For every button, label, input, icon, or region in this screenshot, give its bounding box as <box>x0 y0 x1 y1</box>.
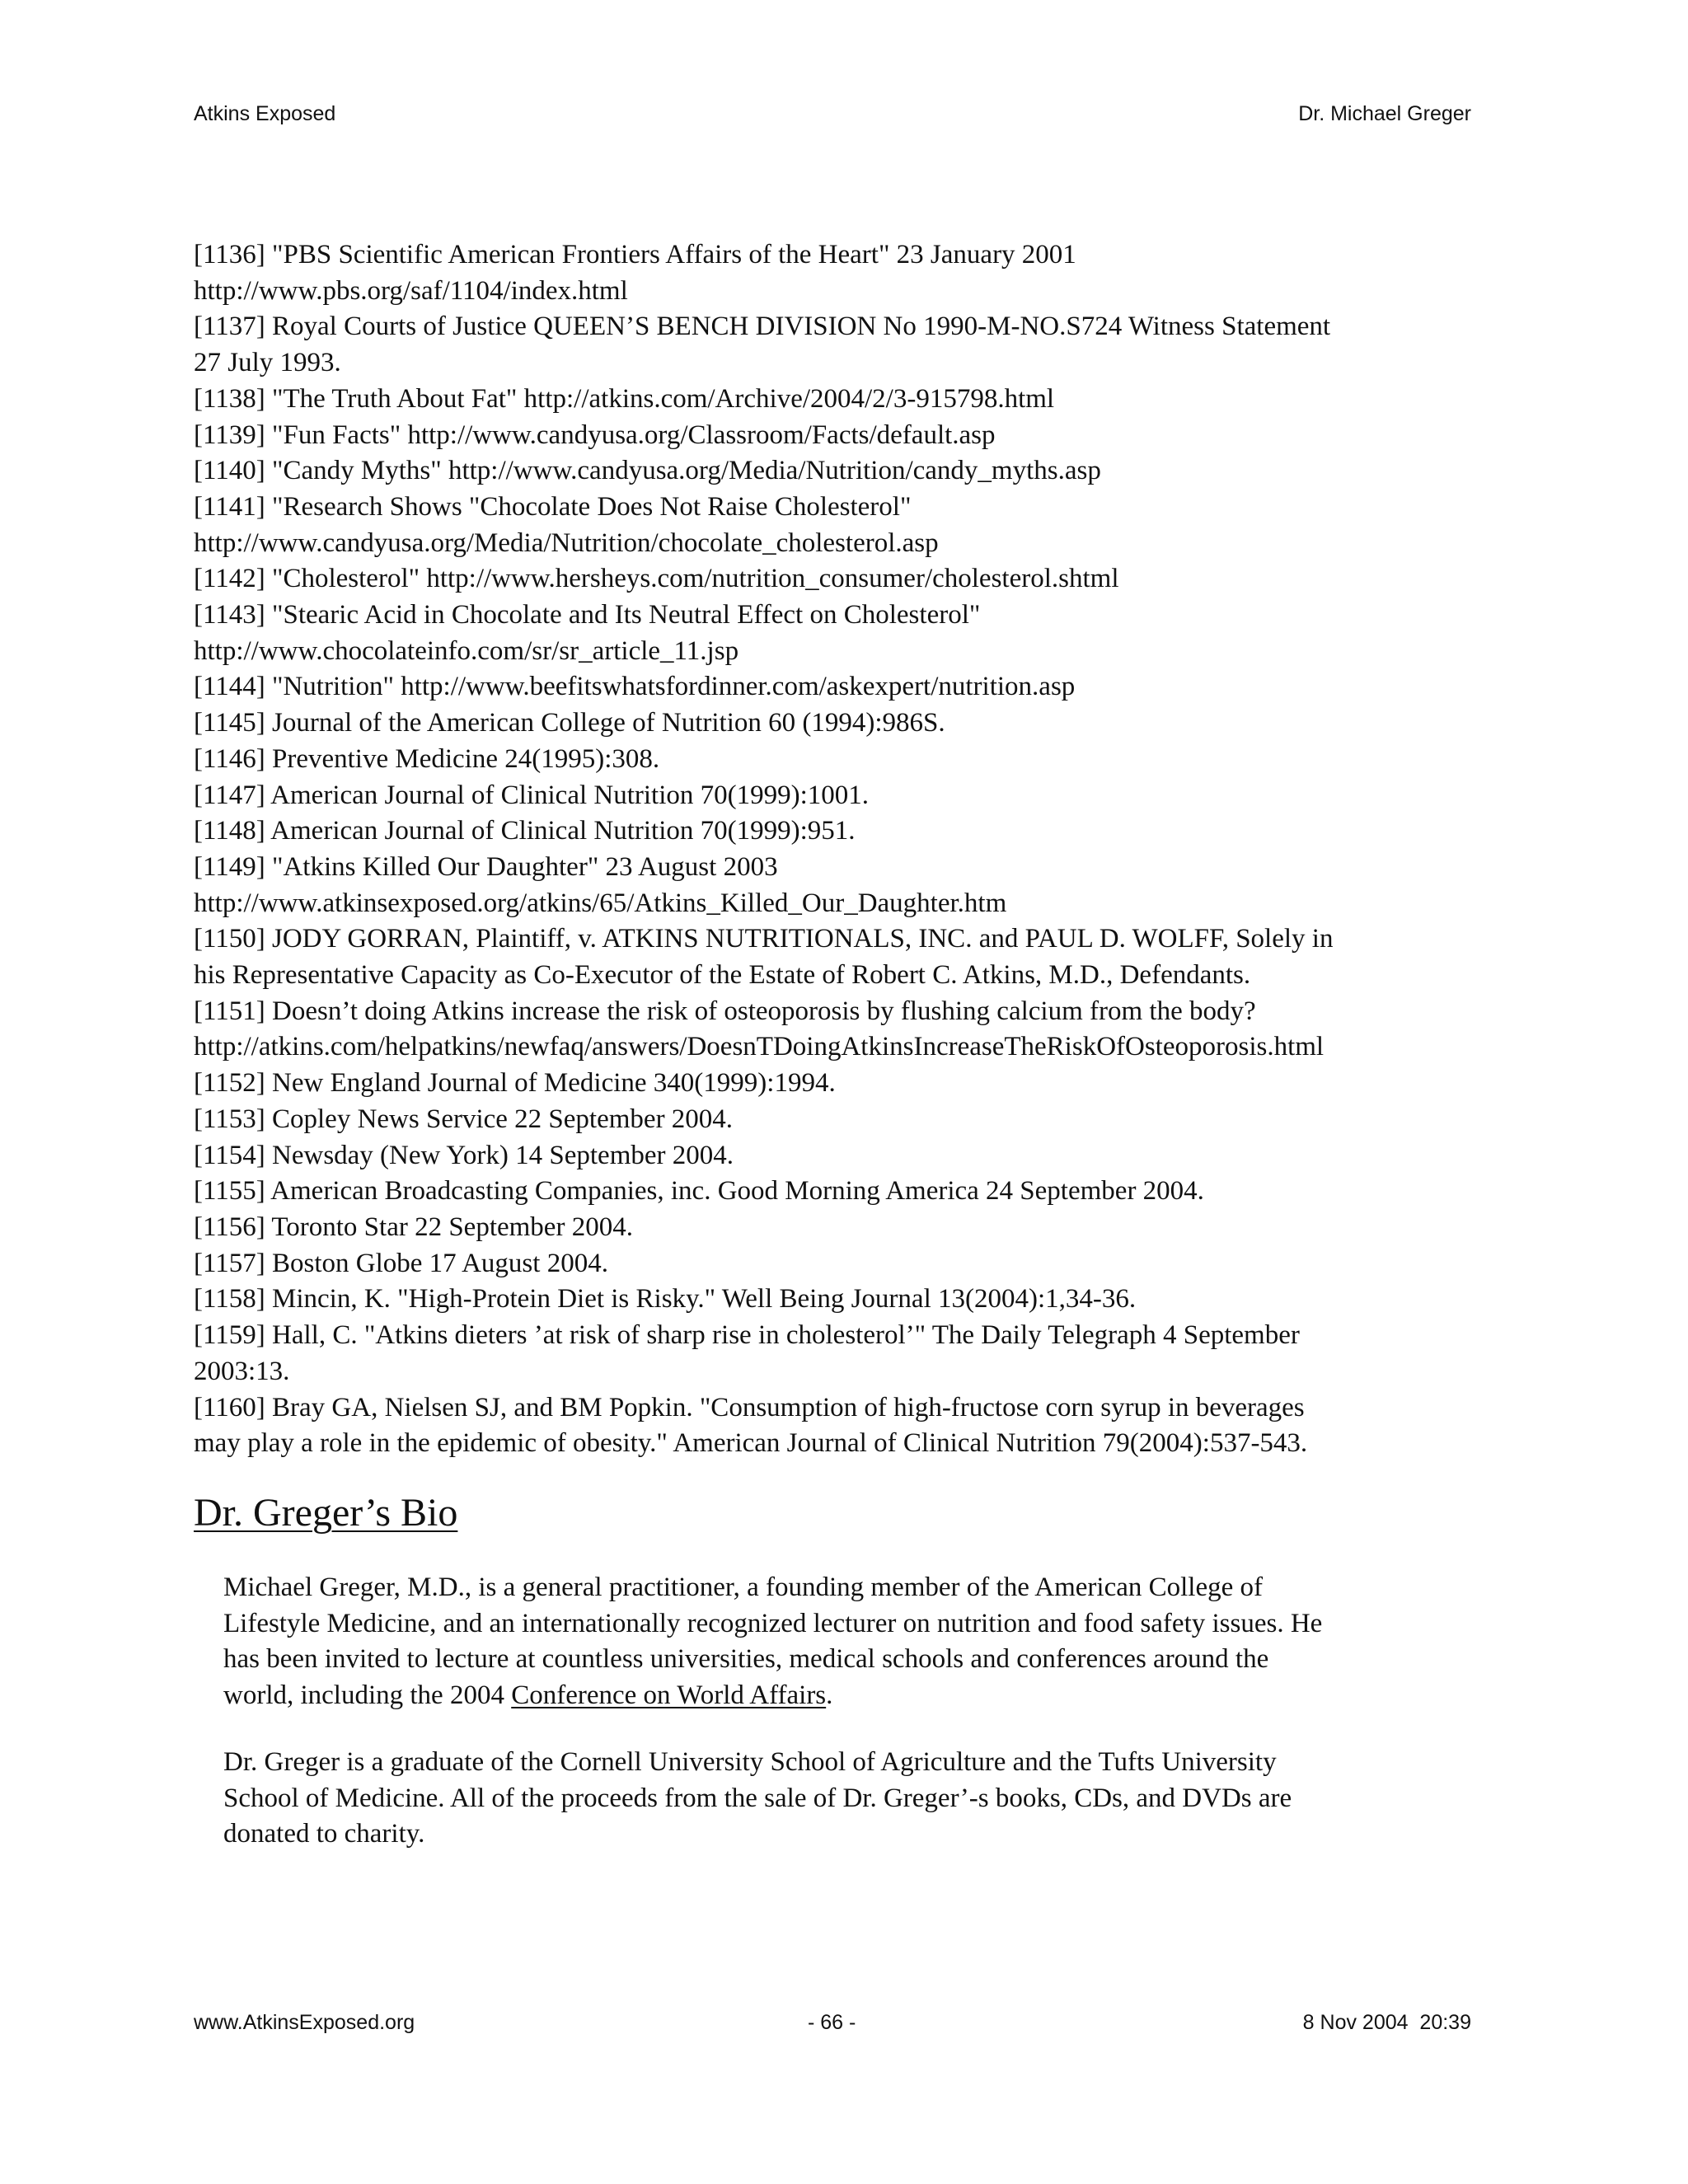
reference-line: [1138] "The Truth About Fat" http://atkins.com/Archive/2004/2/3-915798.html <box>194 383 1055 414</box>
bio-paragraph-2 <box>223 1745 1493 1853</box>
references-list <box>194 237 1488 1462</box>
reference-line: http://www.chocolateinfo.com/sr/sr_article_11.jsp <box>194 635 739 666</box>
reference-line: [1155] American Broadcasting Companies, inc. Good Morning America 24 September 2004. <box>194 1176 1204 1207</box>
reference-line: [1152] New England Journal of Medicine 340(1999):1994. <box>194 1068 836 1099</box>
reference-line: [1158] Mincin, K. "High-Protein Diet is Risky." Well Being Journal 13(2004):1,34-36. <box>194 1284 1137 1315</box>
reference-line: 27 July 1993. <box>194 348 341 378</box>
bio-heading: Dr. Greger’s Bio <box>194 1491 458 1535</box>
footer-page-number: - 66 - <box>808 2011 856 2034</box>
reference-line: [1150] JODY GORRAN, Plaintiff, v. ATKINS NUTRITIONALS, INC. and PAUL D. WOLFF, Solely in <box>194 924 1334 954</box>
reference-line: http://www.candyusa.org/Media/Nutrition/chocolate_cholesterol.asp <box>194 527 939 558</box>
reference-line: [1145] Journal of the American College of Nutrition 60 (1994):986S. <box>194 708 945 738</box>
reference-line: [1148] American Journal of Clinical Nutrition 70(1999):951. <box>194 816 856 846</box>
reference-line: http://www.pbs.org/saf/1104/index.html <box>194 275 628 306</box>
reference-line: [1143] "Stearic Acid in Chocolate and Its Neutral Effect on Cholesterol" <box>194 600 981 630</box>
footer-date: 8 Nov 2004 20:39 <box>1302 2011 1471 2034</box>
reference-line: [1139] "Fun Facts" http://www.candyusa.org/Classroom/Facts/default.asp <box>194 419 996 450</box>
reference-line: [1153] Copley News Service 22 September 2004. <box>194 1104 734 1134</box>
header-author: Dr. Michael Greger <box>1298 102 1471 125</box>
footer-url: www.AtkinsExposed.org <box>194 2011 415 2034</box>
reference-line: [1160] Bray GA, Nielsen SJ, and BM Popkin. "Consumption of high-fructose corn syrup in beverages <box>194 1392 1305 1422</box>
bio-line: has been invited to lecture at countless universities, medical schools and conferences around the <box>223 1644 1269 1675</box>
bio-line: Lifestyle Medicine, and an internationally recognized lecturer on nutrition and food safety issues. He <box>223 1608 1323 1638</box>
reference-line: [1144] "Nutrition" http://www.beefitswhatsfordinner.com/askexpert/nutrition.asp <box>194 672 1076 702</box>
reference-line: [1151] Doesn’t doing Atkins increase the risk of osteoporosis by flushing calcium from the body? <box>194 996 1256 1026</box>
reference-line: his Representative Capacity as Co-Executor of the Estate of Robert C. Atkins, M.D., Defendants. <box>194 960 1251 991</box>
bio-line: Dr. Greger is a graduate of the Cornell University School of Agriculture and the Tufts University <box>223 1747 1277 1777</box>
bio-line <box>223 1678 1493 1714</box>
bio-text: world, including the 2004 <box>223 1680 512 1711</box>
reference-line: [1136] "PBS Scientific American Frontiers Affairs of the Heart" 23 January 2001 <box>194 240 1076 269</box>
reference-line: http://www.atkinsexposed.org/atkins/65/Atkins_Killed_Our_Daughter.htm <box>194 888 1007 918</box>
reference-line: 2003:13. <box>194 1356 290 1386</box>
reference-line: [1154] Newsday (New York) 14 September 2004. <box>194 1140 734 1170</box>
reference-line: may play a role in the epidemic of obesity." American Journal of Clinical Nutrition 79(2004):537-543. <box>194 1428 1308 1459</box>
reference-line: [1140] "Candy Myths" http://www.candyusa.org/Media/Nutrition/candy_myths.asp <box>194 456 1101 486</box>
reference-line: [1142] "Cholesterol" http://www.hersheys.com/nutrition_consumer/cholesterol.shtml <box>194 564 1119 594</box>
reference-line: [1149] "Atkins Killed Our Daughter" 23 August 2003 <box>194 851 778 882</box>
reference-line: [1147] American Journal of Clinical Nutrition 70(1999):1001. <box>194 780 870 810</box>
reference-line: [1137] Royal Courts of Justice QUEEN’S BENCH DIVISION No 1990-M-NO.S724 Witness Statement <box>194 312 1331 342</box>
header-title: Atkins Exposed <box>194 102 336 125</box>
reference-line: [1159] Hall, C. "Atkins dieters ’at risk of sharp rise in cholesterol’" The Daily Telegraph 4 September <box>194 1320 1300 1351</box>
bio-line: donated to charity. <box>223 1819 425 1849</box>
bio-line: Michael Greger, M.D., is a general practitioner, a founding member of the American College of <box>223 1572 1263 1602</box>
reference-line: http://atkins.com/helpatkins/newfaq/answers/DoesnTDoingAtkinsIncreaseTheRiskOfOsteoporosis.html <box>194 1032 1325 1062</box>
reference-line: [1157] Boston Globe 17 August 2004. <box>194 1248 608 1278</box>
conference-link[interactable]: Conference on World Affairs <box>511 1680 827 1711</box>
bio-text: . <box>826 1680 833 1711</box>
bio-paragraph-1 <box>223 1570 1493 1714</box>
reference-line: [1146] Preventive Medicine 24(1995):308. <box>194 743 660 774</box>
bio-line: School of Medicine. All of the proceeds from the sale of Dr. Greger’-s books, CDs, and DVDs are <box>223 1783 1292 1813</box>
reference-line: [1141] "Research Shows "Chocolate Does Not Raise Cholesterol" <box>194 491 912 522</box>
reference-line: [1156] Toronto Star 22 September 2004. <box>194 1212 633 1242</box>
